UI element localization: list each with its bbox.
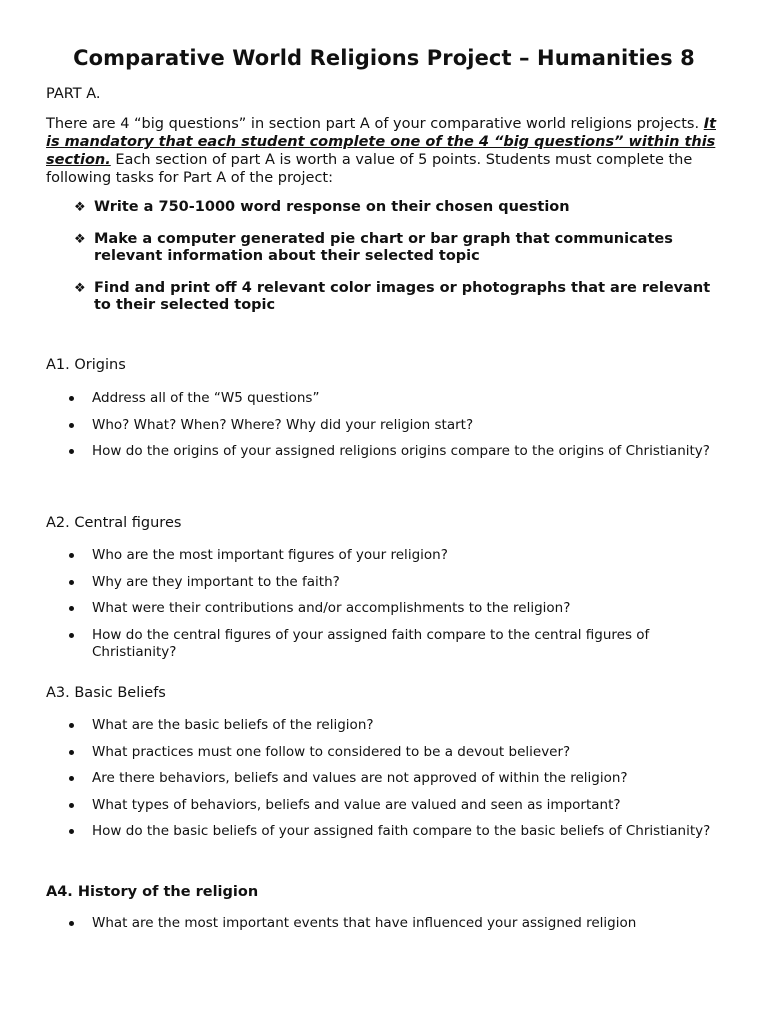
intro-tail: Each section of part A is worth a value of 5 points. Students must complete the following tasks for Part A of the project: [46, 152, 693, 186]
list-item [66, 797, 726, 814]
list-item [66, 717, 726, 734]
list-item-text: How do the central figures of your assigned faith compare to the central figures of Christianity? [92, 626, 650, 660]
bullet-dot-icon [69, 606, 74, 611]
task-text: Find and print off 4 relevant color images or photographs that are relevant to their selected topic [94, 280, 711, 313]
bullet-dot-icon [69, 921, 74, 926]
list-item-text: Are there behaviors, beliefs and values are not approved of within the religion? [92, 770, 628, 786]
list-item-text: What are the basic beliefs of the religion? [92, 717, 374, 733]
list-item [66, 417, 726, 434]
list-item-text: What are the most important events that have influenced your assigned religion [92, 915, 637, 931]
intro-emphasis: It is mandatory that each student complete one of the 4 “big questions” within this section. [46, 116, 717, 168]
task-item [72, 231, 712, 265]
intro-paragraph [46, 115, 726, 187]
list-item [66, 443, 726, 460]
bullet-dot-icon [69, 580, 74, 585]
origins-list [66, 390, 726, 470]
list-item-text: What were their contributions and/or accomplishments to the religion? [92, 600, 571, 616]
section-heading-origins: A1. Origins [46, 357, 126, 373]
list-item-text: How do the origins of your assigned religions origins compare to the origins of Christianity? [92, 443, 710, 459]
bullet-dot-icon [69, 776, 74, 781]
part-label: PART A. [46, 86, 101, 102]
list-item [66, 744, 726, 761]
list-item-text: Why are they important to the faith? [92, 573, 340, 590]
list-item-text: What types of behaviors, beliefs and value are valued and seen as important? [92, 796, 621, 813]
list-item [66, 574, 726, 591]
task-text: Write a 750-1000 word response on their chosen question [94, 199, 570, 215]
list-item [66, 600, 726, 617]
task-list [72, 199, 712, 329]
bullet-dot-icon [69, 829, 74, 834]
section-heading-history: A4. History of the religion [46, 884, 259, 900]
list-item-text: Address all of the “W5 questions” [92, 390, 320, 406]
bullet-dot-icon [69, 396, 74, 401]
list-item [66, 823, 726, 840]
task-text: Make a computer generated pie chart or bar graph that communicates relevant information about their selected topic [94, 231, 673, 264]
task-item [72, 280, 712, 314]
diamond-bullet-icon: ❖ [74, 281, 86, 296]
bullet-dot-icon [69, 449, 74, 454]
bullet-dot-icon [69, 553, 74, 558]
bullet-dot-icon [69, 803, 74, 808]
list-item-text: Who are the most important figures of your religion? [92, 547, 448, 563]
list-item [66, 390, 726, 407]
task-item [72, 199, 712, 216]
section-heading-basic-beliefs: A3. Basic Beliefs [46, 685, 166, 701]
diamond-bullet-icon: ❖ [74, 200, 86, 215]
basic-beliefs-list [66, 717, 726, 850]
list-item-text: Who? What? When? Where? Why did your religion start? [92, 416, 474, 433]
central-figures-list [66, 547, 726, 670]
list-item [66, 770, 726, 787]
bullet-dot-icon [69, 750, 74, 755]
section-heading-central-figures: A2. Central figures [46, 515, 182, 531]
diamond-bullet-icon: ❖ [74, 232, 86, 247]
list-item [66, 547, 726, 564]
bullet-dot-icon [69, 423, 74, 428]
history-list [66, 915, 726, 942]
list-item [66, 915, 726, 932]
list-item-text: How do the basic beliefs of your assigned faith compare to the basic beliefs of Christianity? [92, 823, 711, 839]
bullet-dot-icon [69, 633, 74, 638]
bullet-dot-icon [69, 723, 74, 728]
intro-lead: There are 4 “big questions” in section part A of your comparative world religions projects. [46, 116, 704, 132]
list-item [66, 627, 726, 661]
page-title: Comparative World Religions Project – Humanities 8 [73, 46, 695, 70]
list-item-text: What practices must one follow to considered to be a devout believer? [92, 743, 571, 760]
